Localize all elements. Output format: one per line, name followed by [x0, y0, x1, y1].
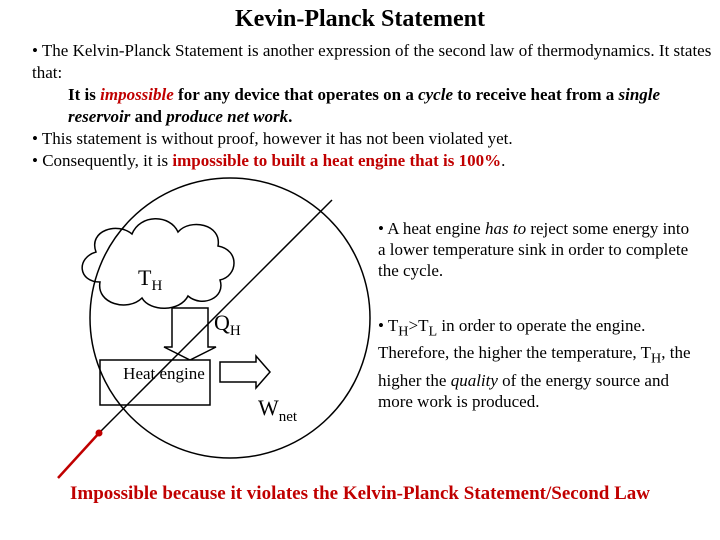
side-text: • T — [378, 316, 399, 335]
side-text: >T — [408, 316, 429, 335]
bullet-without-proof: • This statement is without proof, however it has not been violated yet. — [32, 129, 513, 148]
heat-input-label: $Q_H$ — [214, 310, 241, 339]
side-has-to: has to — [484, 219, 527, 238]
slide-title: Kevin-Planck Statement — [235, 6, 485, 32]
side-sub: L — [428, 323, 438, 340]
work-output-label: $W_{net}$ — [258, 395, 298, 425]
side-text: reject some energy into a lower temperature sink in order to complete the cycle. — [378, 219, 690, 280]
side-quality: quality — [450, 370, 498, 390]
quote-cycle: cycle — [418, 85, 453, 104]
side-note-reject-energy — [378, 218, 698, 281]
quote-part: It is — [68, 85, 101, 104]
quote-single-reservoir: single reservoir — [68, 85, 661, 126]
side-sub: H — [650, 350, 662, 367]
side-text: of the energy source and more work is produced. — [378, 370, 669, 411]
heat-input-arrow-icon — [164, 308, 216, 360]
impossible-footer: Impossible because it violates the Kelvin-Planck Statement/Second Law — [69, 483, 651, 504]
side-text: in order to operate the engine. Therefore, the higher the temperature, T — [378, 316, 651, 363]
quote-part: . — [288, 107, 293, 126]
quote-part: and — [130, 107, 167, 126]
side-note-temperature — [378, 315, 698, 412]
consequently-impossible: impossible to built a heat engine that is 100% — [172, 151, 502, 170]
consequently-text: • Consequently, it is — [32, 151, 173, 170]
quote-net-work: produce net work — [166, 107, 289, 126]
reservoir-label: $T_H$ — [138, 265, 163, 294]
work-output-arrow-icon — [220, 356, 270, 388]
reservoir-cloud-icon — [82, 219, 234, 309]
side-sub: H — [398, 323, 409, 340]
side-text: • A heat engine — [378, 219, 485, 238]
prohibition-circle-icon — [90, 178, 370, 458]
quote-part: to receive heat from a — [452, 85, 619, 104]
consequently-end: . — [501, 151, 506, 170]
red-pointer-dot-icon — [96, 430, 103, 437]
red-pointer-line — [58, 432, 100, 478]
side-text: , the higher the — [378, 343, 691, 390]
heat-engine-label: Heat engine — [123, 364, 205, 383]
quote-impossible: impossible — [100, 85, 174, 104]
quote-part: for any device that operates on a — [173, 85, 419, 104]
bullet-kelvin-planck: • The Kelvin-Planck Statement is another expression of the second law of thermodynamics. It states that: — [32, 41, 712, 82]
